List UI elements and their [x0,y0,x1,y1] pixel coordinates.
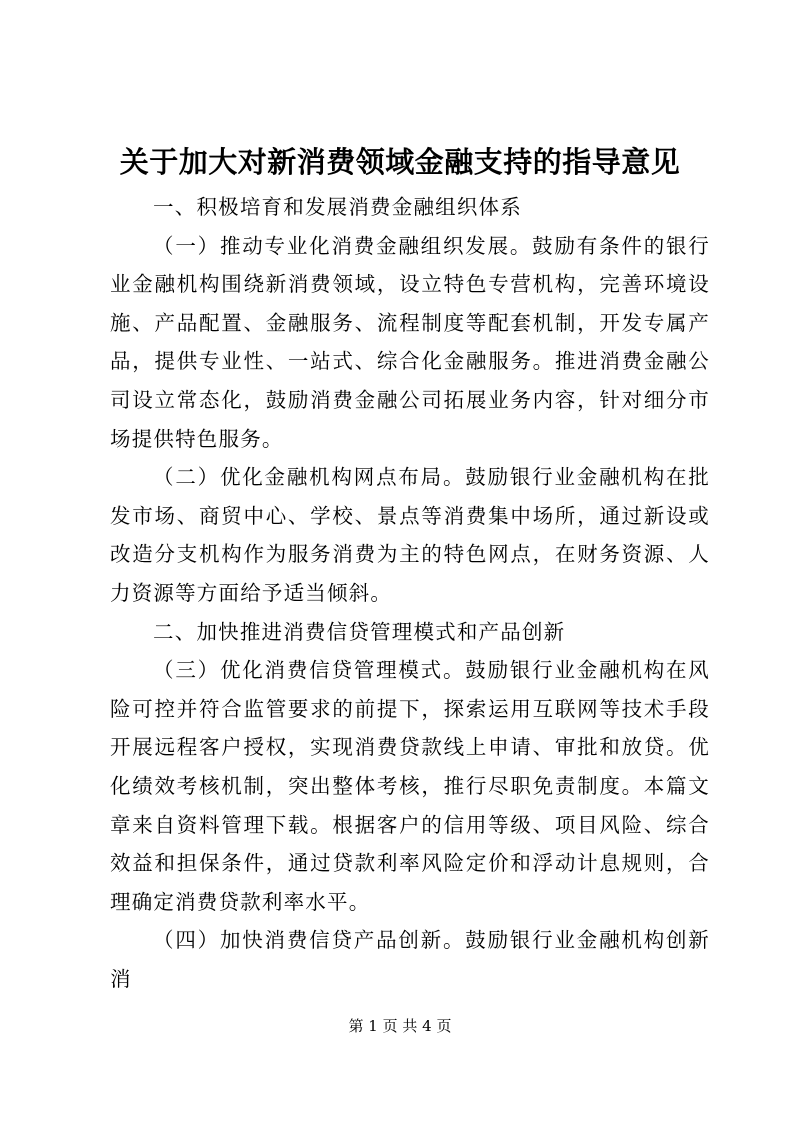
page-footer: 第 1 页 共 4 页 [348,1017,452,1035]
section-heading-2: 二、加快推进消费信贷管理模式和产品创新 [153,619,566,644]
paragraph-1: （一）推动专业化消费金融组织发展。鼓励有条件的银行业金融机构围绕新消费领域，设立特色专营机构，完善环境设施、产品配置、金融服务、流程制度等配套机制，开发专属产品，提供专业性、一站式、综合化金融服务。推进消费金融公司设立常态化，鼓励消费金融公司拓展业务内容，针对细分市场提供特色服务。 [110,233,710,451]
document-title: 关于加大对新消费领域金融支持的指导意见 [119,145,681,179]
paragraph-2: （二）优化金融机构网点布局。鼓励银行业金融机构在批发市场、商贸中心、学校、景点等消费集中场所，通过新设或改造分支机构作为服务消费为主的特色网点，在财务资源、人力资源等方面给予适当倾斜。 [110,465,710,605]
section-heading-1: 一、积极培育和发展消费金融组织体系 [153,195,522,219]
document-body [110,188,710,998]
paragraph-3: （三）优化消费信贷管理模式。鼓励银行业金融机构在风险可控并符合监管要求的前提下，探索运用互联网等技术手段开展远程客户授权，实现消费贷款线上申请、审批和放贷。优化绩效考核机制，突出整体考核，推行尽职免责制度。本篇文章来自资料管理下载。根据客户的信用等级、项目风险、综合效益和担保条件，通过贷款利率风险定价和浮动计息规则，合理确定消费贷款利率水平。 [110,658,710,914]
paragraph-4: （四）加快消费信贷产品创新。鼓励银行业金融机构创新消 [110,928,710,991]
